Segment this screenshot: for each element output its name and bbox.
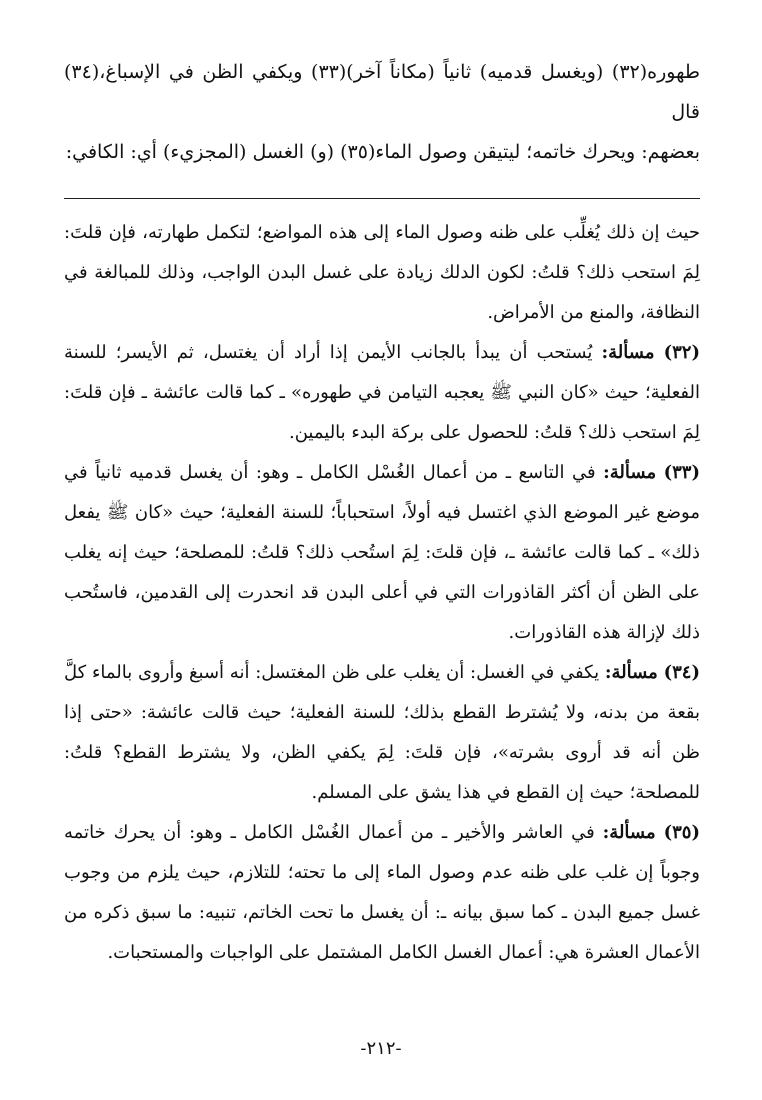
footnote-number: (٣٢) bbox=[663, 342, 700, 363]
footnote-number: (٣٥) bbox=[663, 822, 700, 843]
footnote-text: في التاسع ـ من أعمال الغُسْل الكامل ـ وهو: أن يغسل قدميه ثانياً في موضع غير الموضع الذي اغتسل فيه أولاً، استحباباً؛ للسنة الفعلية؛ حيث «كان ﷺ يفعل ذلك» ـ كما قالت عائشة ـ، فإن قلتَ: لِمَ استُحب ذلك؟ قلتُ: للمصلحة؛ حيث إنه يغلب على الظن أن أكثر القاذورات التي في أعلى البدن قد انحدرت إلى القدمين، فاستُحب ذلك لإزالة هذه القاذورات. bbox=[64, 462, 701, 643]
footnote-35 bbox=[64, 813, 700, 973]
footnote-34 bbox=[64, 653, 700, 813]
footnote-number: (٣٣) bbox=[663, 462, 700, 483]
footnote-text: يكفي في الغسل: أن يغلب على ظن المغتسل: أنه أسبغ وأروى بالماء كلَّ بقعة من بدنه، ولا يُشترط القطع بذلك؛ للسنة الفعلية؛ حيث قالت عائشة: «حتى إذا ظن أنه قد أروى بشرته»، فإن قلتَ: لِمَ يكفي الظن، ولا يشترط القطع؟ قلتُ: للمصلحة؛ حيث إن القطع في هذا يشق على المسلم. bbox=[64, 662, 700, 803]
footnote-text: في العاشر والأخير ـ من أعمال الغُسْل الكامل ـ وهو: أن يحرك خاتمه وجوباً إن غلب على ظنه عدم وصول الماء إلى ما تحته؛ للتلازم، حيث يلزم من وجوب غسل جميع البدن ـ كما سبق بيانه ـ: أن يغسل ما تحت الخاتم، تنبيه: ما سبق ذكره من الأعمال العشرة هي: أعمال الغسل الكامل المشتمل على الواجبات والمستحبات. bbox=[64, 822, 700, 963]
page-number: -٢١٢- bbox=[360, 1038, 402, 1059]
footnote-32 bbox=[64, 333, 700, 453]
footnote-intro: حيث إن ذلك يُغلِّب على ظنه وصول الماء إلى هذه المواضع؛ لتكمل طهارته، فإن قلتَ: لِمَ استحب ذلك؟ قلتُ: لكون الدلك زيادة على غسل البدن الواجب، وذلك للمبالغة في النظافة، والمنع من الأمراض. bbox=[64, 222, 700, 323]
footnotes bbox=[64, 213, 700, 973]
footnote-33 bbox=[64, 453, 700, 653]
main-text-line: طهوره(٣٢) (ويغسل قدميه) ثانياً (مكاناً آخر)(٣٣) ويكفي الظن في الإسباغ،(٣٤) قال bbox=[64, 61, 700, 123]
footnote-text: يُستحب أن يبدأ بالجانب الأيمن إذا أراد أن يغتسل، ثم الأيسر؛ للسنة الفعلية؛ حيث «كان النبي ﷺ يعجبه التيامن في طهوره» ـ كما قالت عائشة ـ فإن قلتَ: لِمَ استحب ذلك؟ قلتُ: للحصول على بركة البدء باليمين. bbox=[64, 342, 700, 443]
main-text-line: بعضهم: ويحرك خاتمه؛ ليتيقن وصول الماء(٣٥) (و) الغسل (المجزيء) أي: الكافي: bbox=[65, 141, 700, 163]
footnote-number: (٣٤) bbox=[663, 662, 700, 683]
footnote-divider bbox=[64, 198, 700, 199]
footnote-label: مسألة: bbox=[603, 462, 657, 483]
footnote-label: مسألة: bbox=[602, 822, 656, 843]
footnote-label: مسألة: bbox=[604, 662, 658, 683]
main-text bbox=[64, 52, 700, 172]
footnote-label: مسألة: bbox=[601, 342, 655, 363]
